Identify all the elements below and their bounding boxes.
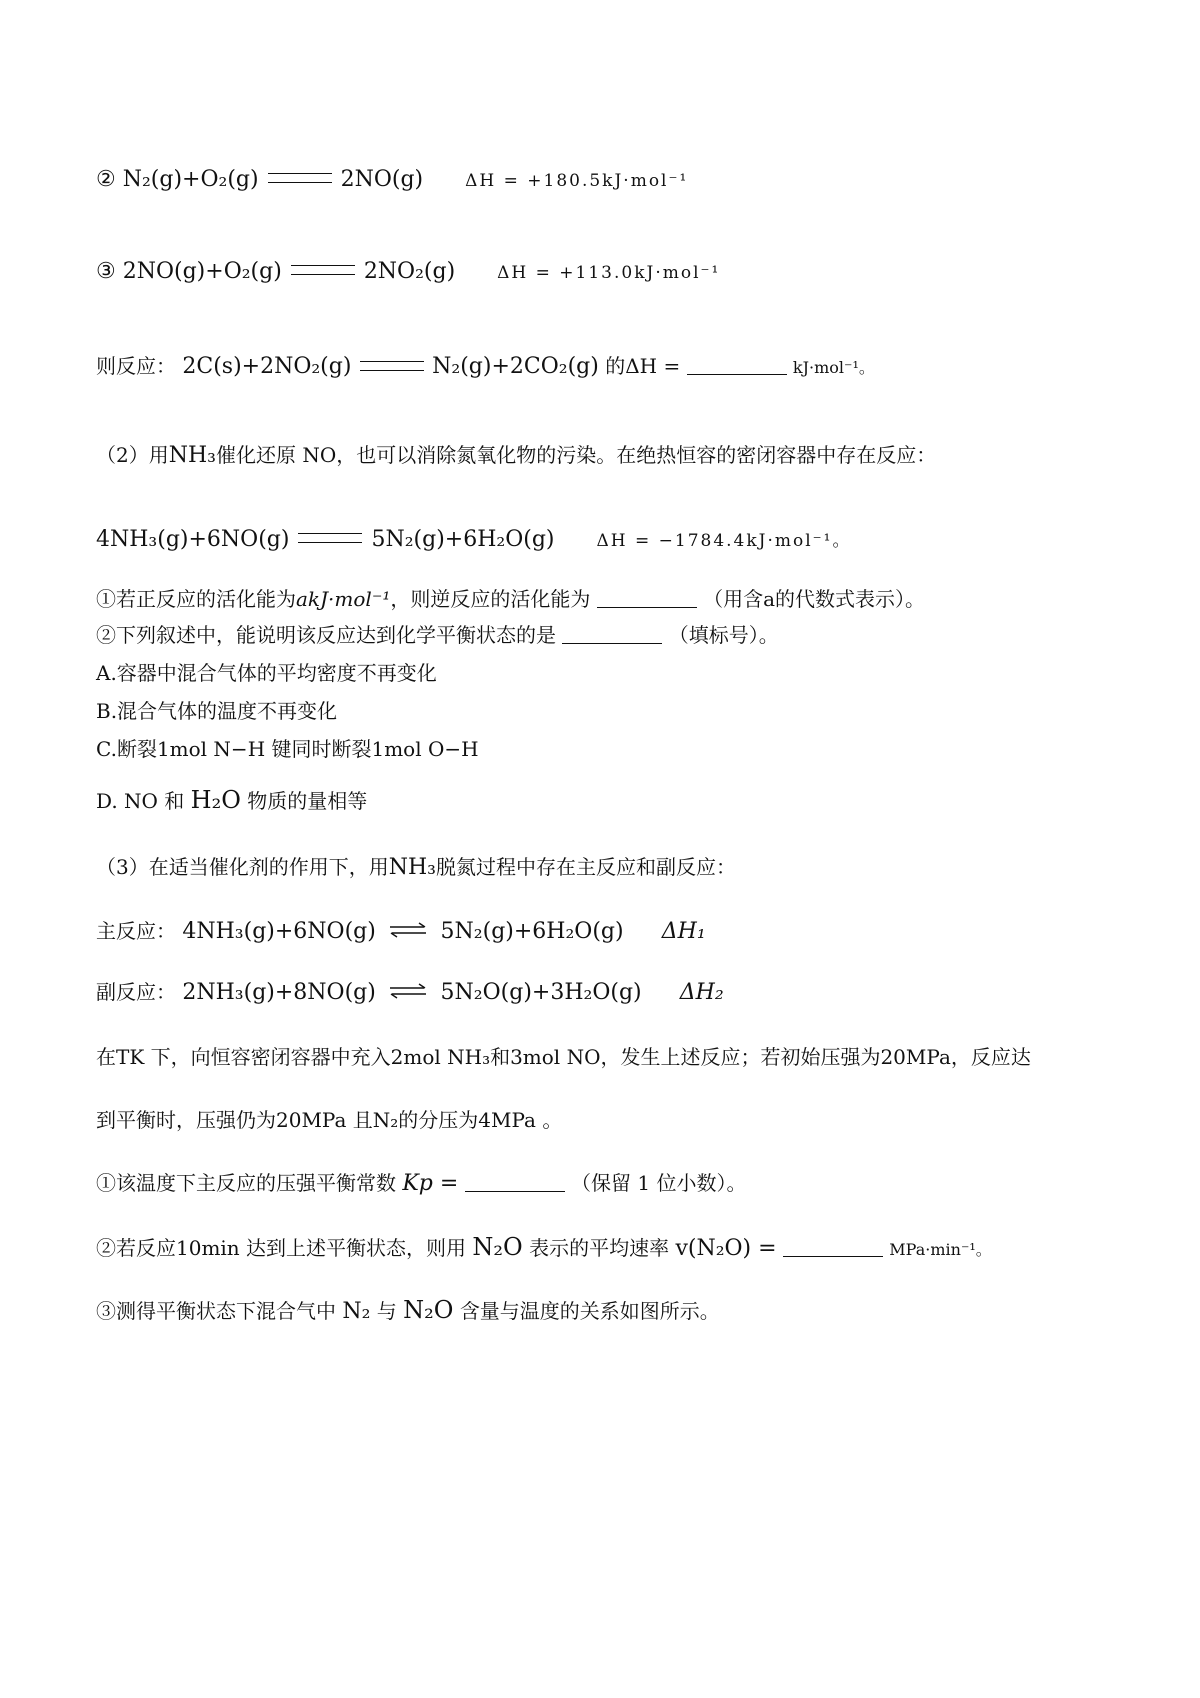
- equals-arrow: [268, 173, 332, 183]
- main-reaction: [96, 916, 706, 947]
- q2-sub2-text: （填标号）。: [668, 623, 779, 647]
- option-c: C.断裂1mol N−H 键同时断裂1mol O−H: [96, 737, 479, 761]
- option-d: [96, 785, 367, 816]
- q3-sub2-text: ②若反应10min 达到上述平衡状态，则用: [96, 1236, 467, 1260]
- eq3-lhs: 2NO(g)+O₂(g): [122, 259, 282, 284]
- q3-sub2: [96, 1232, 992, 1265]
- main-reaction-delta-h: ΔH₁: [661, 919, 706, 944]
- answer-blank[interactable]: [562, 625, 662, 644]
- equals-arrow: [360, 361, 424, 371]
- q1-line: [96, 351, 875, 383]
- eq2-label: ②: [96, 167, 116, 192]
- option-d-text: 物质的量相等: [247, 789, 368, 813]
- answer-blank[interactable]: [783, 1238, 883, 1257]
- q2-lhs: 4NH₃(g)+6NO(g): [96, 527, 290, 552]
- option-d-text: D. NO 和: [96, 789, 185, 813]
- q3-sub3: [96, 1295, 720, 1327]
- q3-sub2-text: 表示的平均速率: [529, 1236, 670, 1260]
- q2-delta-h: ΔH = −1784.4kJ·mol⁻¹。: [596, 531, 852, 551]
- q1-mid: 的ΔH =: [605, 354, 681, 378]
- q3-sub3-text: 含量与温度的关系如图所示。: [459, 1299, 720, 1323]
- n2-formula: N₂: [342, 1299, 371, 1324]
- reversible-arrow-icon: [388, 922, 428, 938]
- answer-blank[interactable]: [687, 356, 787, 375]
- option-b: B.混合气体的温度不再变化: [96, 699, 338, 723]
- activation-energy: akJ·mol⁻¹: [296, 587, 391, 611]
- nh3-formula: NH₃: [168, 443, 216, 468]
- q2-sub2-text: ②下列叙述中，能说明该反应达到化学平衡状态的是: [96, 623, 556, 647]
- q1-prefix: 则反应：: [96, 354, 176, 378]
- q3-sub3-text: 与: [376, 1299, 397, 1323]
- q3-sub1-text: ①该温度下主反应的压强平衡常数: [96, 1171, 396, 1195]
- n2o-formula: N₂O: [472, 1233, 523, 1261]
- q2-intro-text: 催化还原 NO，也可以消除氮氧化物的污染。在绝热恒容的密闭容器中存在反应：: [216, 443, 937, 467]
- q2-sub1-text: （用含a的代数式表示）。: [703, 587, 926, 611]
- answer-blank[interactable]: [597, 589, 697, 608]
- eq2-rhs: 2NO(g): [340, 167, 424, 192]
- q2-sub1-text: ，则逆反应的活化能为: [390, 587, 591, 611]
- main-reaction-rhs: 5N₂(g)+6H₂O(g): [440, 919, 624, 944]
- q2-sub2: [96, 620, 779, 650]
- q3-sub1-text: （保留 1 位小数）。: [571, 1171, 747, 1195]
- equals-arrow: [298, 533, 362, 543]
- side-reaction-lhs: 2NH₃(g)+8NO(g): [182, 980, 376, 1005]
- q1-rhs: N₂(g)+2CO₂(g): [432, 354, 599, 379]
- q1-lhs: 2C(s)+2NO₂(g): [182, 354, 352, 379]
- q3-condition-2: 到平衡时，压强仍为20MPa 且N₂的分压为4MPa 。: [96, 1108, 563, 1132]
- side-reaction: [96, 977, 724, 1008]
- answer-blank[interactable]: [465, 1173, 565, 1192]
- q3-intro-text: 脱氮过程中存在主反应和副反应：: [436, 855, 736, 879]
- reversible-arrow-icon: [388, 983, 428, 999]
- eq3-label: ③: [96, 259, 116, 284]
- equation-2: [96, 165, 688, 196]
- q3-intro: [96, 852, 736, 883]
- option-a: A.容器中混合气体的平均密度不再变化: [96, 661, 437, 685]
- q3-sub3-text: ③测得平衡状态下混合气中: [96, 1299, 336, 1323]
- q2-rhs: 5N₂(g)+6H₂O(g): [371, 527, 555, 552]
- q2-intro-text: （2）用: [96, 443, 169, 467]
- side-reaction-label: 副反应：: [96, 980, 176, 1004]
- q2-sub1: [96, 584, 925, 614]
- q3-sub1: [96, 1168, 746, 1199]
- q1-unit: kJ·mol⁻¹。: [792, 358, 875, 377]
- nh3-formula: NH₃: [388, 855, 436, 880]
- kp-symbol: Kp =: [402, 1171, 459, 1196]
- rate-expression: v(N₂O) =: [675, 1236, 777, 1261]
- eq3-delta-h: ΔH = +113.0kJ·mol⁻¹: [497, 263, 721, 283]
- equation-3: [96, 257, 720, 288]
- side-reaction-delta-h: ΔH₂: [679, 980, 724, 1005]
- q2-intro: [96, 440, 936, 471]
- rate-unit: MPa·min⁻¹。: [889, 1240, 992, 1259]
- main-reaction-lhs: 4NH₃(g)+6NO(g): [182, 919, 376, 944]
- main-reaction-label: 主反应：: [96, 919, 176, 943]
- side-reaction-rhs: 5N₂O(g)+3H₂O(g): [440, 980, 642, 1005]
- q2-sub1-text: ①若正反应的活化能为: [96, 587, 296, 611]
- q3-condition-1: 在TK 下，向恒容密闭容器中充入2mol NH₃和3mol NO，发生上述反应；若初始压强为20MPa，反应达: [96, 1045, 1031, 1069]
- eq2-delta-h: ΔH = +180.5kJ·mol⁻¹: [465, 171, 689, 191]
- eq2-lhs: N₂(g)+O₂(g): [122, 167, 259, 192]
- n2o-formula: N₂O: [403, 1296, 454, 1324]
- eq3-rhs: 2NO₂(g): [363, 259, 456, 284]
- h2o-formula: H₂O: [190, 786, 241, 814]
- q2-equation: [96, 525, 851, 556]
- q3-intro-text: （3）在适当催化剂的作用下，用: [96, 855, 389, 879]
- equals-arrow: [291, 265, 355, 275]
